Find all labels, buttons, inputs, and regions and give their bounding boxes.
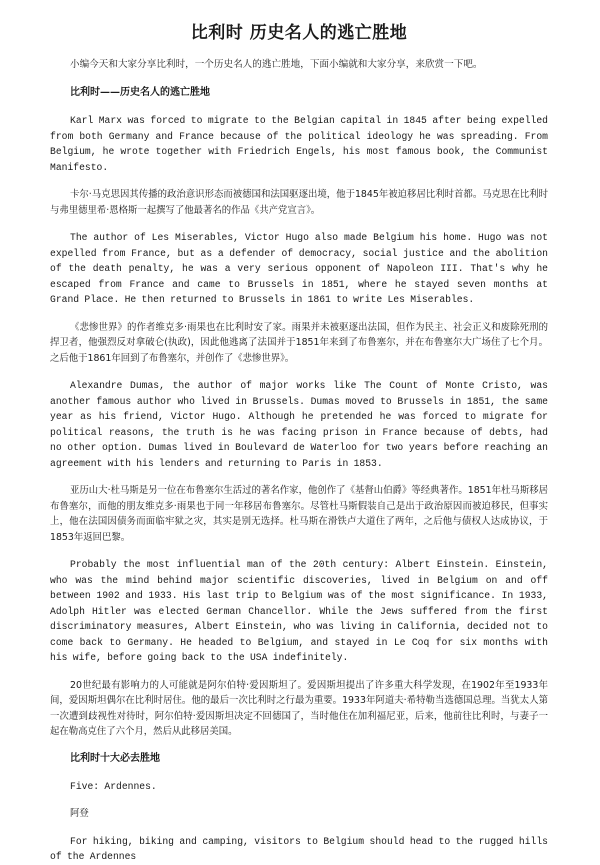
paragraph-marx-zh: 卡尔·马克思因其传播的政治意识形态而被德国和法国驱逐出境，他于1845年被迫移居比利时首都。马克思在比利时与弗里德里希·恩格斯一起撰写了他最著名的作品《共产党宣言》。: [50, 189, 548, 216]
paragraph-einstein-en: Probably the most influential man of the 20th century: Albert Einstein. Einstein, who was the mind behind major scientific discoveries, lived in Belgium on and off between 1902 and 1933. His last trip to Belgium was of the most significance. In 1933, Adolph Hitler was elected German Chancellor. While the Jews suffered from the first discriminatory measures, Albert Einstein, who was living in California, decided not to come back to Germany. He headed to Belgium, and stayed in Le Coq for six months with his wife, before going back to the USA indefinitely.: [50, 559, 548, 663]
paragraph-hugo-zh: 《悲惨世界》的作者维克多·雨果也在比利时安了家。雨果并未被驱逐出法国，但作为民主、社会正义和废除死刑的捍卫者，他强烈反对拿破仑(执政)，因此他逃离了法国并于1851年来到了布鲁塞尔，并在布鲁塞尔大广场住了七个月。之后他于1861年回到了布鲁塞尔，并创作了《悲惨世界》。: [50, 321, 548, 364]
section-heading-1: 比利时——历史名人的逃亡胜地: [70, 87, 210, 98]
list-item-title-zh: 阿登: [70, 808, 89, 819]
paragraph-ardennes-en: For hiking, biking and camping, visitors to Belgium should head to the rugged hills of the Ardennes: [50, 835, 548, 862]
paragraph-hugo-en: The author of Les Miserables, Victor Hugo also made Belgium his home. Hugo was not expelled from France, but as a defender of democracy, social justice and the abolition of the death penalty, he was a very serious opponent of Napoleon III. That's why he escaped from France and came to Brussels in 1851, where he stayed seven months at Grand Place. He then returned to Brussels in 1861 to write Les Miserables.: [50, 232, 548, 305]
page-title: 比利时 历史名人的逃亡胜地: [190, 23, 408, 43]
paragraph-dumas-zh: 亚历山大·杜马斯是另一位在布鲁塞尔生活过的著名作家，他创作了《基督山伯爵》等经典著作。1851年杜马斯移居布鲁塞尔，而他的朋友维克多·雨果也于同一年移居布鲁塞尔。尽管杜马斯假装自己是出于政治原因而被迫移民，但事实上，他在法国因债务而面临牢狱之灾，其实是别无选择。杜马斯在滑铁卢大道住了两年，之后他与债权人达成协议，于1853年返回巴黎。: [50, 485, 548, 543]
paragraph-marx-en: Karl Marx was forced to migrate to the Belgian capital in 1845 after being expelled from both Germany and France because of the political ideology he was spreading. From Belgium, he wrote together with Friedrich Engels, his most famous book, the Communist Manifesto.: [50, 115, 548, 173]
intro-paragraph: 小编今天和大家分享比利时，一个历史名人的逃亡胜地，下面小编就和大家分享，来欣赏一下吧。: [70, 59, 483, 70]
paragraph-dumas-en: Alexandre Dumas, the author of major works like The Count of Monte Cristo, was another famous author who lived in Brussels. Dumas moved to Brussels in 1851, the same year as his friend, Victor Hugo. Although he pretended he was forced to migrate for political reasons, the truth is he was facing prison in France because of debts, had no other option. Dumas lived in Boulevard de Waterloo for two years before reaching an agreement with his lenders and returning to Paris in 1853.: [50, 380, 548, 469]
list-item-title-en: Five: Ardennes.: [70, 780, 157, 792]
section-heading-2: 比利时十大必去胜地: [70, 752, 160, 764]
paragraph-einstein-zh: 20世纪最有影响力的人可能就是阿尔伯特·爱因斯坦了。爱因斯坦提出了许多重大科学发现，在1902年至1933年间，爱因斯坦偶尔在比利时居住。他的最后一次比利时之行最为重要。1933年阿道夫·希特勒当选德国总理。当犹太人第一次遭到歧视性对待时，阿尔伯特·爱因斯坦决定不回德国了，当时他住在加利福尼亚，后来，他前往比利时，与妻子一起在勒高克住了六个月，然后从此移居美国。: [50, 679, 548, 737]
